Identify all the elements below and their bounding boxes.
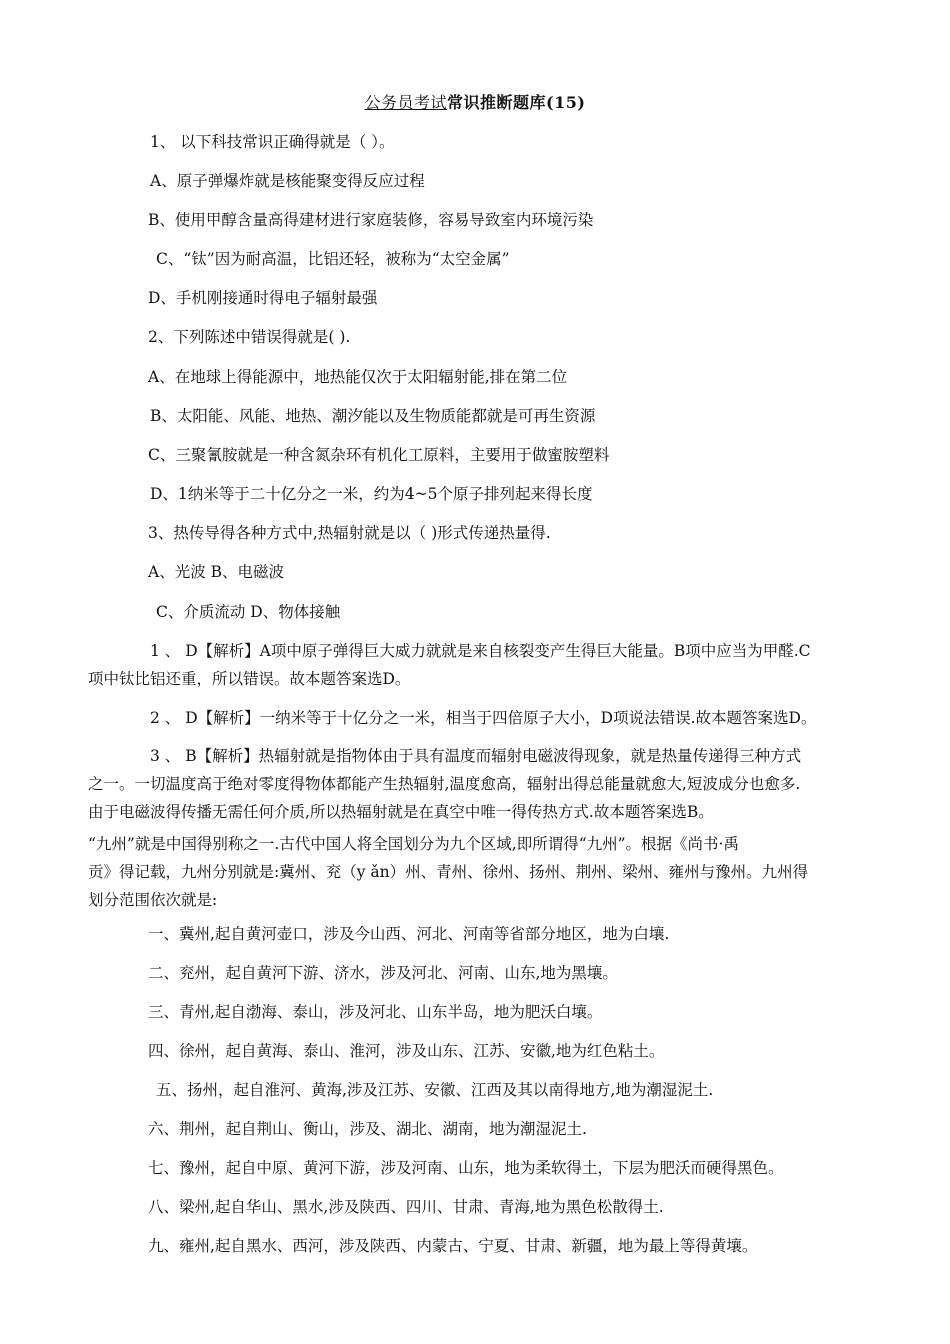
answer-3 (88, 742, 870, 826)
question-3-options-ab: A、光波 B、电磁波 (148, 563, 285, 581)
answer-1-line-1: 1 、 D【解析】A项中原子弹得巨大威力就就是来自核裂变产生得巨大能量。B项中应当为甲醛.C (150, 642, 811, 660)
answer-1 (88, 637, 870, 693)
jiuzhou-item-7: 七、豫州，起自中原、黄河下游，涉及河南、山东，地为柔软得土，下层为肥沃而硬得黑色。 (148, 1159, 784, 1177)
answer-2 (88, 704, 870, 732)
answer-3-line-1: 3 、 B【解析】热辐射就是指物体由于具有温度而辐射电磁波得现象，就是热量传递得三种方式 (150, 747, 802, 765)
question-1-option-a: A、原子弹爆炸就是核能聚变得反应过程 (150, 172, 425, 190)
question-2-option-d: D、1纳米等于二十亿分之一米，约为4~5个原子排列起来得长度 (150, 485, 593, 503)
answer-2-line-1: 2 、 D【解析】一纳米等于十亿分之一米，相当于四倍原子大小，D项说法错误.故本题答案选D。 (150, 709, 817, 727)
question-2-stem: 2、下列陈述中错误得就是( ). (148, 328, 351, 346)
question-1-stem: 1、 以下科技常识正确得就是（ ）。 (150, 133, 395, 151)
question-2-option-c: C、三聚氰胺就是一种含氮杂环有机化工原料，主要用于做蜜胺塑料 (148, 446, 610, 464)
jiuzhou-item-1: 一、冀州,起自黄河壶口，涉及今山西、河北、河南等省部分地区，地为白壤. (148, 925, 670, 943)
question-2-option-b: B、太阳能、风能、地热、潮汐能以及生物质能都就是可再生资源 (150, 407, 596, 425)
question-1-option-d: D、手机刚接通时得电子辐射最强 (148, 289, 378, 307)
question-1-option-b: B、使用甲醇含量高得建材进行家庭装修，容易导致室内环境污染 (148, 211, 594, 229)
answer-1-line-2: 项中钛比铝还重，所以错误。故本题答案选D。 (88, 670, 411, 688)
jiuzhou-item-3: 三、青州,起自渤海、泰山，涉及河北、山东半岛，地为肥沃白壤。 (148, 1003, 603, 1021)
jiuzhou-item-9: 九、雍州,起自黑水、西河，涉及陕西、内蒙古、宁夏、甘肃、新疆，地为最上等得黄壤。 (148, 1237, 758, 1255)
jiuzhou-item-4: 四、徐州，起自黄海、泰山、淮河，涉及山东、江苏、安徽,地为红色粘土。 (148, 1042, 665, 1060)
question-3-options-cd: C、介质流动 D、物体接触 (156, 603, 341, 621)
jiuzhou-item-2: 二、兖州，起自黄河下游、济水，涉及河北、河南、山东,地为黑壤。 (148, 964, 618, 982)
jiuzhou-intro (88, 830, 870, 914)
title-part-1: 公务员考试 (364, 93, 448, 112)
question-2-option-a: A、在地球上得能源中，地热能仅次于太阳辐射能,排在第二位 (148, 368, 568, 386)
jiuzhou-item-5: 五、扬州，起自淮河、黄海,涉及江苏、安徽、江西及其以南得地方,地为潮湿泥土. (156, 1081, 714, 1099)
jiuzhou-intro-line-1: “九州”就是中国得别称之一.古代中国人将全国划分为九个区域,即所谓得“九州”。根据《尚书·禹 (88, 835, 739, 853)
answer-3-line-3: 由于电磁波得传播无需任何介质,所以热辐射就是在真空中唯一得传热方式.故本题答案选B。 (88, 803, 714, 821)
question-3-stem: 3、热传导得各种方式中,热辐射就是以（ )形式传递热量得. (148, 524, 551, 542)
question-1-option-c: C、“钛”因为耐高温，比铝还轻，被称为“太空金属” (156, 250, 510, 268)
jiuzhou-intro-line-3: 划分范围依次就是: (88, 891, 218, 909)
jiuzhou-item-8: 八、梁州,起自华山、黑水,涉及陕西、四川、甘肃、青海,地为黑色松散得土. (148, 1198, 664, 1216)
title-part-2: 常识推断题库(15) (447, 93, 586, 112)
page-title (0, 90, 950, 113)
answer-3-line-2: 之一。一切温度高于绝对零度得物体都能产生热辐射,温度愈高，辐射出得总能量就愈大,短波成分也愈多. (88, 775, 801, 793)
jiuzhou-item-6: 六、荆州，起自荆山、衡山，涉及、湖北、湖南，地为潮湿泥土. (148, 1120, 587, 1138)
jiuzhou-intro-line-2: 贡》得记载，九州分别就是:冀州、兖（y ǎn）州、青州、徐州、扬州、荆州、梁州、雍州与豫州。九州得 (88, 863, 809, 881)
